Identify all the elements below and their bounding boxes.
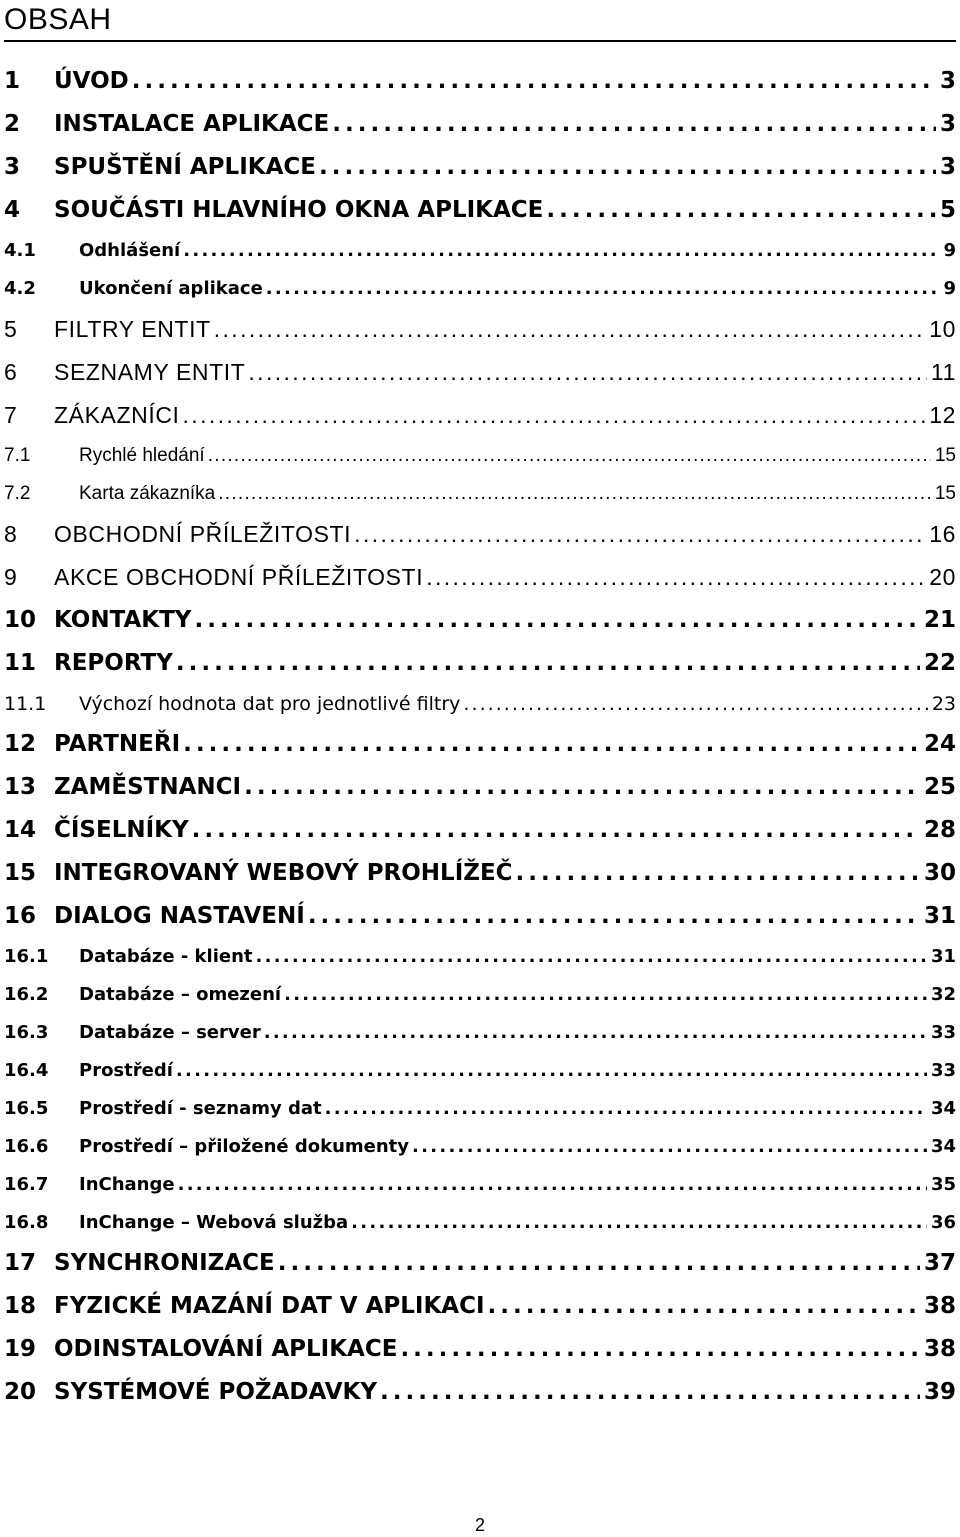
toc-entry-page: 11 <box>930 359 956 385</box>
toc-entry-title: Výchozí hodnota dat pro jednotlivé filtry <box>79 693 461 715</box>
page-number: 2 <box>474 1515 485 1535</box>
toc-entry-page: 15 <box>934 445 956 466</box>
dot-leader <box>412 1128 927 1166</box>
toc-entry-page: 24 <box>923 731 956 757</box>
toc-entry-16-6[interactable] <box>4 1128 956 1166</box>
toc-entry-title: Prostředí – přiložené dokumenty <box>79 1136 410 1157</box>
toc-entry-2[interactable] <box>4 103 956 146</box>
toc-entry-number: 18 <box>4 1293 37 1319</box>
toc-entry-7-1[interactable] <box>4 437 956 475</box>
toc-entry-number: 11 <box>4 650 37 676</box>
toc-entry-number: 7.2 <box>4 483 31 504</box>
dot-leader <box>308 895 920 938</box>
toc-entry-16-4[interactable] <box>4 1052 956 1090</box>
toc-entry-title: DIALOG NASTAVENÍ <box>54 903 305 929</box>
toc-entry-title: ODINSTALOVÁNÍ APLIKACE <box>54 1336 398 1362</box>
toc-entry-page: 15 <box>934 483 956 504</box>
dot-leader <box>354 513 925 556</box>
dot-leader <box>284 976 927 1014</box>
toc-entry-20[interactable] <box>4 1371 956 1414</box>
dot-leader <box>463 685 927 723</box>
toc-entry-page: 34 <box>930 1136 956 1157</box>
toc-entry-page: 22 <box>923 650 956 676</box>
toc-entry-title: Rychlé hledání <box>79 445 205 466</box>
toc-entry-title: Databáze – omezení <box>79 984 282 1005</box>
dot-leader <box>244 766 920 809</box>
toc-entry-11[interactable] <box>4 642 956 685</box>
dot-leader <box>132 60 936 103</box>
dot-leader <box>264 1014 927 1052</box>
dot-leader <box>351 1204 927 1242</box>
toc-entry-7-2[interactable] <box>4 475 956 513</box>
heading-divider <box>4 40 956 42</box>
toc-entry-15[interactable] <box>4 852 956 895</box>
toc-entry-title: SPUŠTĚNÍ APLIKACE <box>54 154 316 180</box>
toc-entry-page: 30 <box>923 860 956 886</box>
dot-leader <box>266 270 940 308</box>
dot-leader <box>192 809 920 852</box>
toc-entry-title: Ukončení aplikace <box>79 278 263 299</box>
toc-entry-page: 38 <box>923 1336 956 1362</box>
dot-leader <box>332 103 936 146</box>
toc-entry-number: 4.2 <box>4 278 36 299</box>
toc-entry-number: 1 <box>4 68 21 94</box>
toc-entry-19[interactable] <box>4 1328 956 1371</box>
toc-entry-title: SYSTÉMOVÉ POŽADAVKY <box>54 1379 378 1405</box>
toc-entry-5[interactable] <box>4 308 956 351</box>
dot-leader <box>325 1090 927 1128</box>
dot-leader <box>248 351 927 394</box>
dot-leader <box>183 723 920 766</box>
toc-entry-page: 3 <box>939 68 956 94</box>
toc-entry-number: 15 <box>4 860 37 886</box>
dot-leader <box>400 1328 920 1371</box>
toc-entry-number: 16.1 <box>4 946 49 967</box>
toc-entry-title: ZAMĚSTNANCI <box>54 774 242 800</box>
toc-entry-number: 16.4 <box>4 1060 49 1081</box>
toc-entry-title: ČÍSELNÍKY <box>54 817 189 843</box>
toc-entry-number: 2 <box>4 111 21 137</box>
toc-entry-number: 16.8 <box>4 1212 49 1233</box>
toc-entry-page: 25 <box>923 774 956 800</box>
toc-entry-number: 7.1 <box>4 445 31 466</box>
toc-entry-9[interactable] <box>4 556 956 599</box>
toc-entry-page: 5 <box>939 197 956 223</box>
toc-entry-number: 6 <box>4 359 18 385</box>
toc-entry-number: 12 <box>4 731 37 757</box>
toc-entry-number: 3 <box>4 154 21 180</box>
toc-entry-number: 7 <box>4 402 18 428</box>
toc-entry-title: Prostředí <box>79 1060 173 1081</box>
toc-entry-number: 16.2 <box>4 984 49 1005</box>
toc-entry-4-2[interactable] <box>4 270 956 308</box>
toc-entry-7[interactable] <box>4 394 956 437</box>
toc-entry-title: SOUČÁSTI HLAVNÍHO OKNA APLIKACE <box>54 197 544 223</box>
toc-entry-number: 17 <box>4 1250 37 1276</box>
toc-entry-title: ZÁKAZNÍCI <box>54 402 180 428</box>
toc-entry-16-2[interactable] <box>4 976 956 1014</box>
toc-entry-12[interactable] <box>4 723 956 766</box>
toc-entry-page: 33 <box>930 1022 956 1043</box>
toc-entry-17[interactable] <box>4 1242 956 1285</box>
toc-entry-title: Databáze - klient <box>79 946 253 967</box>
toc-entry-page: 3 <box>939 154 956 180</box>
dot-leader <box>194 599 920 642</box>
toc-entry-number: 13 <box>4 774 37 800</box>
toc-entry-page: 20 <box>929 564 956 590</box>
toc-entry-number: 14 <box>4 817 37 843</box>
toc-entry-title: FYZICKÉ MAZÁNÍ DAT V APLIKACI <box>54 1293 485 1319</box>
toc-entry-title: Karta zákazníka <box>79 483 216 504</box>
toc-entry-title: FILTRY ENTIT <box>54 316 211 342</box>
dot-leader <box>214 308 925 351</box>
dot-leader <box>278 1242 920 1285</box>
toc-entry-page: 37 <box>923 1250 956 1276</box>
dot-leader <box>176 1052 927 1090</box>
toc-entry-title: ÚVOD <box>54 68 129 94</box>
toc-entry-page: 36 <box>930 1212 956 1233</box>
toc-entry-14[interactable] <box>4 809 956 852</box>
toc-entry-number: 16.5 <box>4 1098 49 1119</box>
toc-entry-title: SEZNAMY ENTIT <box>54 359 246 385</box>
dot-leader <box>546 189 936 232</box>
toc-entry-title: SYNCHRONIZACE <box>54 1250 275 1276</box>
toc-entry-number: 20 <box>4 1379 37 1405</box>
dot-leader <box>319 146 936 189</box>
dot-leader <box>218 475 931 513</box>
toc-entry-16-5[interactable] <box>4 1090 956 1128</box>
toc-entry-title: REPORTY <box>54 650 173 676</box>
toc-entry-8[interactable] <box>4 513 956 556</box>
toc-entry-page: 23 <box>931 693 956 715</box>
toc-entry-16-7[interactable] <box>4 1166 956 1204</box>
toc-entry-page: 39 <box>923 1379 956 1405</box>
toc-entry-page: 16 <box>929 521 956 547</box>
toc-entry-page: 10 <box>929 316 956 342</box>
dot-leader <box>488 1285 920 1328</box>
dot-leader <box>178 1166 927 1204</box>
table-of-contents <box>4 60 956 1414</box>
toc-entry-page: 35 <box>930 1174 956 1195</box>
toc-entry-number: 9 <box>4 564 18 590</box>
toc-entry-title: InChange <box>79 1174 175 1195</box>
toc-entry-16[interactable] <box>4 895 956 938</box>
toc-entry-title: InChange – Webová služba <box>79 1212 349 1233</box>
toc-entry-16-1[interactable] <box>4 938 956 976</box>
toc-entry-title: PARTNEŘI <box>54 731 181 757</box>
dot-leader <box>380 1371 920 1414</box>
dot-leader <box>183 394 926 437</box>
toc-entry-10[interactable] <box>4 599 956 642</box>
toc-entry-number: 4 <box>4 197 21 223</box>
toc-entry-3[interactable] <box>4 146 956 189</box>
toc-entry-4[interactable] <box>4 189 956 232</box>
toc-entry-number: 10 <box>4 607 37 633</box>
toc-entry-title: Databáze – server <box>79 1022 261 1043</box>
toc-entry-page: 33 <box>930 1060 956 1081</box>
toc-entry-title: OBCHODNÍ PŘÍLEŽITOSTI <box>54 521 352 547</box>
toc-entry-page: 31 <box>930 946 956 967</box>
dot-leader <box>426 556 925 599</box>
toc-entry-page: 38 <box>923 1293 956 1319</box>
toc-entry-13[interactable] <box>4 766 956 809</box>
toc-entry-number: 16.7 <box>4 1174 49 1195</box>
toc-entry-number: 4.1 <box>4 240 36 261</box>
toc-entry-title: AKCE OBCHODNÍ PŘÍLEŽITOSTI <box>54 564 424 590</box>
toc-entry-page: 28 <box>923 817 956 843</box>
toc-entry-page: 34 <box>930 1098 956 1119</box>
dot-leader <box>183 232 939 270</box>
dot-leader <box>208 437 931 475</box>
dot-leader <box>256 938 927 976</box>
toc-entry-number: 16.3 <box>4 1022 49 1043</box>
toc-entry-page: 21 <box>923 607 956 633</box>
toc-entry-16-3[interactable] <box>4 1014 956 1052</box>
page-title: OBSAH <box>4 3 112 36</box>
toc-entry-number: 5 <box>4 316 18 342</box>
toc-entry-page: 9 <box>943 278 956 299</box>
toc-entry-title: INTEGROVANÝ WEBOVÝ PROHLÍŽEČ <box>54 860 513 886</box>
toc-entry-number: 11.1 <box>4 693 47 715</box>
toc-entry-number: 16.6 <box>4 1136 49 1157</box>
toc-entry-page: 31 <box>923 903 956 929</box>
toc-entry-page: 3 <box>939 111 956 137</box>
toc-entry-18[interactable] <box>4 1285 956 1328</box>
toc-entry-6[interactable] <box>4 351 956 394</box>
dot-leader <box>516 852 920 895</box>
toc-entry-page: 9 <box>943 240 956 261</box>
toc-entry-title: INSTALACE APLIKACE <box>54 111 330 137</box>
toc-entry-number: 19 <box>4 1336 37 1362</box>
toc-entry-title: Prostředí - seznamy dat <box>79 1098 322 1119</box>
toc-entry-title: KONTAKTY <box>54 607 192 633</box>
toc-entry-page: 12 <box>929 402 956 428</box>
toc-entry-title: Odhlášení <box>79 240 181 261</box>
toc-entry-1[interactable] <box>4 60 956 103</box>
toc-entry-11-1[interactable] <box>4 685 956 723</box>
toc-entry-number: 16 <box>4 903 37 929</box>
dot-leader <box>176 642 920 685</box>
toc-entry-4-1[interactable] <box>4 232 956 270</box>
toc-entry-number: 8 <box>4 521 18 547</box>
toc-entry-16-8[interactable] <box>4 1204 956 1242</box>
toc-entry-page: 32 <box>930 984 956 1005</box>
